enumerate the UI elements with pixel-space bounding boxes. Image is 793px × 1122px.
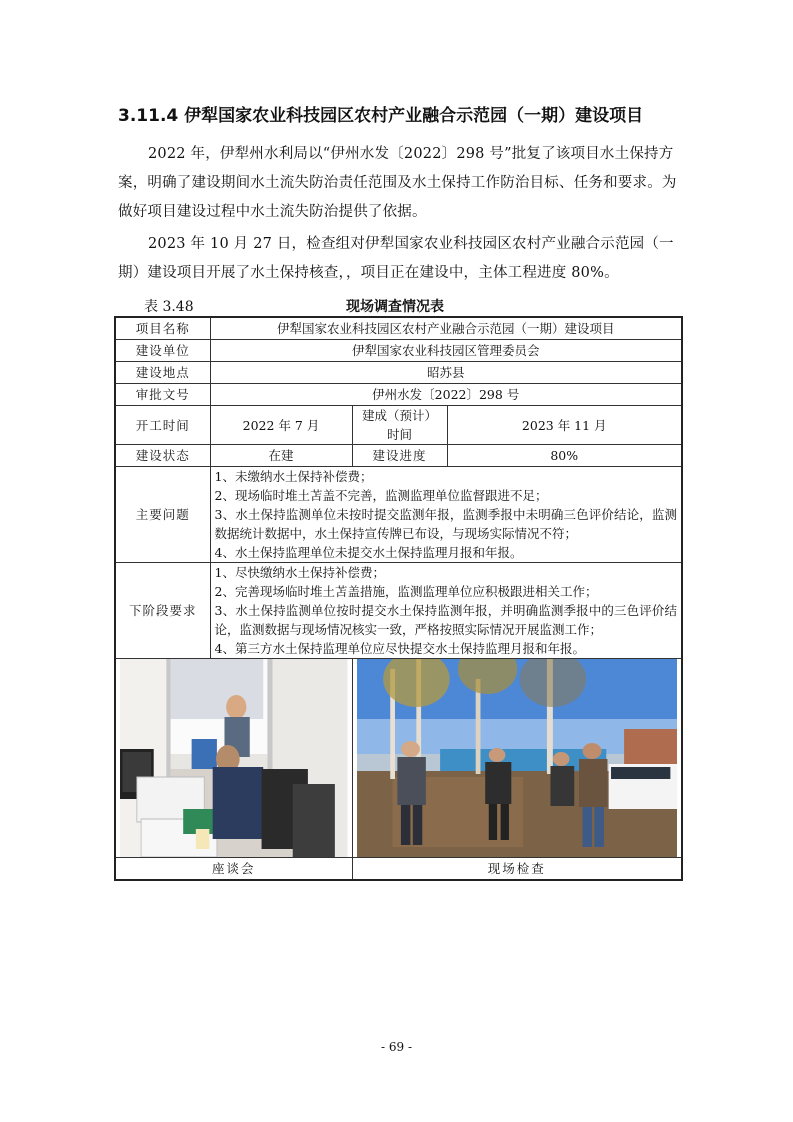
finish-value: 2023 年 11 月	[447, 406, 682, 445]
section-title: 3.11.4 伊犁国家农业科技园区农村产业融合示范园（一期）建设项目	[118, 106, 644, 126]
table-row	[115, 858, 682, 881]
list-item: 2、完善现场临时堆土苫盖措施，监测监理单位应积极跟进相关工作；	[214, 584, 598, 599]
table-row	[115, 406, 682, 445]
table-row	[115, 445, 682, 467]
photo-caption-meeting: 座谈会	[115, 858, 352, 881]
location-value: 昭苏县	[210, 362, 682, 384]
list-item: 1、未缴纳水土保持补偿费；	[214, 469, 373, 484]
list-item: 2、现场临时堆土苫盖不完善，监测监理单位监督跟进不足；	[214, 488, 548, 503]
table-row	[115, 362, 682, 384]
approval-label: 审批文号	[115, 384, 210, 406]
paragraph-approval	[118, 140, 678, 227]
photo-caption-site: 现场检查	[352, 858, 682, 881]
problems-label: 主要问题	[115, 467, 210, 563]
list-item: 4、水土保持监理单位未提交水土保持监理月报和年报。	[214, 545, 523, 560]
table-row	[115, 340, 682, 362]
location-label: 建设地点	[115, 362, 210, 384]
table-title: 现场调查情况表	[346, 299, 444, 315]
approval-value: 伊州水发〔2022〕298 号	[210, 384, 682, 406]
paragraph-text: 2022 年，伊犁州水利局以“伊州水发〔2022〕298 号”批复了该项目水土保持方案，明确了建设期间水土流失防治责任范围及水土保持工作防治目标、任务和要求。为做好项目建设过程中水土流失防治提供了依据。	[118, 146, 677, 220]
page-number: - 69 -	[380, 1040, 412, 1054]
table-number: 表 3.48	[144, 299, 194, 315]
photo-row	[115, 659, 682, 858]
project-name-label: 项目名称	[115, 317, 210, 340]
progress-value: 80%	[447, 445, 682, 467]
progress-label: 建设进度	[352, 445, 447, 467]
start-value: 2022 年 7 月	[210, 406, 352, 445]
start-label: 开工时间	[115, 406, 210, 445]
requirements-label: 下阶段要求	[115, 563, 210, 659]
project-name-value: 伊犁国家农业科技园区农村产业融合示范园（一期）建设项目	[210, 317, 682, 340]
table-row	[115, 317, 682, 340]
requirements-list	[210, 563, 682, 659]
status-label: 建设状态	[115, 445, 210, 467]
table-row	[115, 467, 682, 563]
table-row	[115, 384, 682, 406]
paragraph-text: 2023 年 10 月 27 日，检查组对伊犁国家农业科技园区农村产业融合示范园（一期）建设项目开展了水土保持核查，，项目正在建设中，主体工程进度 80%。	[118, 236, 674, 281]
list-item: 1、尽快缴纳水土保持补偿费；	[214, 565, 385, 580]
list-item: 3、水土保持监测单位按时提交水土保持监测年报，并明确监测季报中的三色评价结论，监测数据与现场情况核实一致，严格按照实际情况开展监测工作；	[214, 603, 677, 637]
table-row	[115, 563, 682, 659]
list-item: 4、第三方水土保持监理单位应尽快提交水土保持监理月报和年报。	[214, 641, 585, 656]
list-item: 3、水土保持监测单位未按时提交监测年报，监测季报中未明确三色评价结论，监测数据统计数据中，水土保持宣传牌已布设，与现场实际情况不符；	[214, 507, 677, 541]
meeting-photo	[120, 659, 348, 857]
paragraph-inspection	[118, 230, 678, 288]
finish-label: 建成（预计）时间	[352, 406, 447, 445]
unit-label: 建设单位	[115, 340, 210, 362]
photo-cell-site	[352, 659, 682, 858]
problems-list	[210, 467, 682, 563]
status-value: 在建	[210, 445, 352, 467]
site-inspection-photo-image	[357, 659, 678, 857]
photo-cell-meeting	[115, 659, 352, 858]
survey-table	[114, 316, 683, 881]
unit-value: 伊犁国家农业科技园区管理委员会	[210, 340, 682, 362]
site-inspection-photo	[357, 659, 678, 857]
meeting-photo-image	[120, 659, 348, 857]
